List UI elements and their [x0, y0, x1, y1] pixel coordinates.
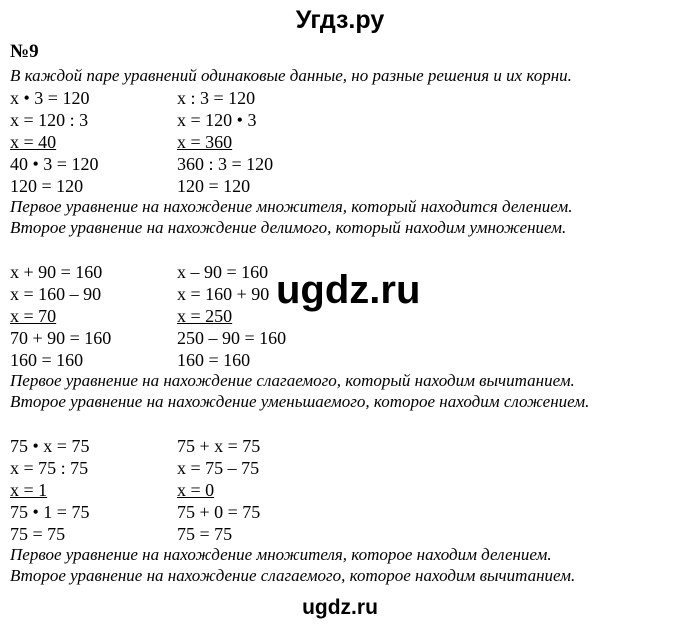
equation-row [10, 284, 270, 305]
root-right: x = 250 [177, 306, 233, 326]
equation-left: x = 120 : 3 [10, 110, 89, 130]
task-intro: В каждой паре уравнений одинаковые данные, но разные решения и их корни. [10, 66, 572, 85]
equation-left: x = 75 : 75 [10, 458, 89, 478]
root-left: x = 40 [10, 132, 57, 152]
equation-left: x + 90 = 160 [10, 262, 103, 282]
result-left: 75 = 75 [10, 524, 66, 544]
explanation-note: Первое уравнение на нахождение слагаемого, который находим вычитанием. [10, 371, 575, 390]
equation-row [10, 524, 233, 545]
result-left: 120 = 120 [10, 176, 84, 196]
check-left: 40 • 3 = 120 [10, 154, 99, 174]
equation-right: x – 90 = 160 [177, 262, 269, 282]
equation-row [10, 480, 215, 501]
equation-row [10, 436, 261, 457]
check-right: 250 – 90 = 160 [177, 328, 287, 348]
result-right: 120 = 120 [177, 176, 251, 196]
equation-row [10, 502, 261, 523]
equation-left: 75 • x = 75 [10, 436, 90, 456]
check-right: 360 : 3 = 120 [177, 154, 274, 174]
footer-site: ugdz.ru [302, 596, 378, 619]
equation-row [10, 262, 269, 283]
equation-right: x = 75 – 75 [177, 458, 260, 478]
explanation-note: Второе уравнение на нахождение делимого, который находим умножением. [10, 218, 567, 237]
check-right: 75 + 0 = 75 [177, 502, 261, 522]
explanation-note: Второе уравнение на нахождение уменьшаемого, которое находим сложением. [10, 392, 590, 411]
equation-row [10, 328, 287, 349]
equation-left: x • 3 = 120 [10, 88, 90, 108]
equation-right: x = 120 • 3 [177, 110, 257, 130]
explanation-note: Первое уравнение на нахождение множителя, который находится делением. [10, 197, 573, 216]
result-right: 75 = 75 [177, 524, 233, 544]
check-left: 75 • 1 = 75 [10, 502, 90, 522]
root-right: x = 0 [177, 480, 215, 500]
equation-row [10, 154, 274, 175]
site-title: Угдз.ру [295, 6, 385, 34]
task-number: №9 [10, 41, 39, 62]
equation-right: x = 160 + 90 [177, 284, 270, 304]
equation-right: x : 3 = 120 [177, 88, 256, 108]
result-right: 160 = 160 [177, 350, 251, 370]
root-right: x = 360 [177, 132, 233, 152]
explanation-note: Первое уравнение на нахождение множителя, которое находим делением. [10, 545, 552, 564]
equation-row [10, 132, 233, 153]
equation-row [10, 110, 257, 131]
equation-row [10, 306, 233, 327]
equation-row [10, 458, 260, 479]
equation-row [10, 176, 251, 197]
equation-row [10, 350, 251, 371]
root-left: x = 1 [10, 480, 48, 500]
equation-row [10, 88, 256, 109]
root-left: x = 70 [10, 306, 57, 326]
equation-left: x = 160 – 90 [10, 284, 102, 304]
check-left: 70 + 90 = 160 [10, 328, 112, 348]
result-left: 160 = 160 [10, 350, 84, 370]
equation-right: 75 + x = 75 [177, 436, 261, 456]
explanation-note: Второе уравнение на нахождение слагаемого, которое находим вычитанием. [10, 566, 576, 585]
watermark: ugdz.ru [276, 268, 421, 312]
